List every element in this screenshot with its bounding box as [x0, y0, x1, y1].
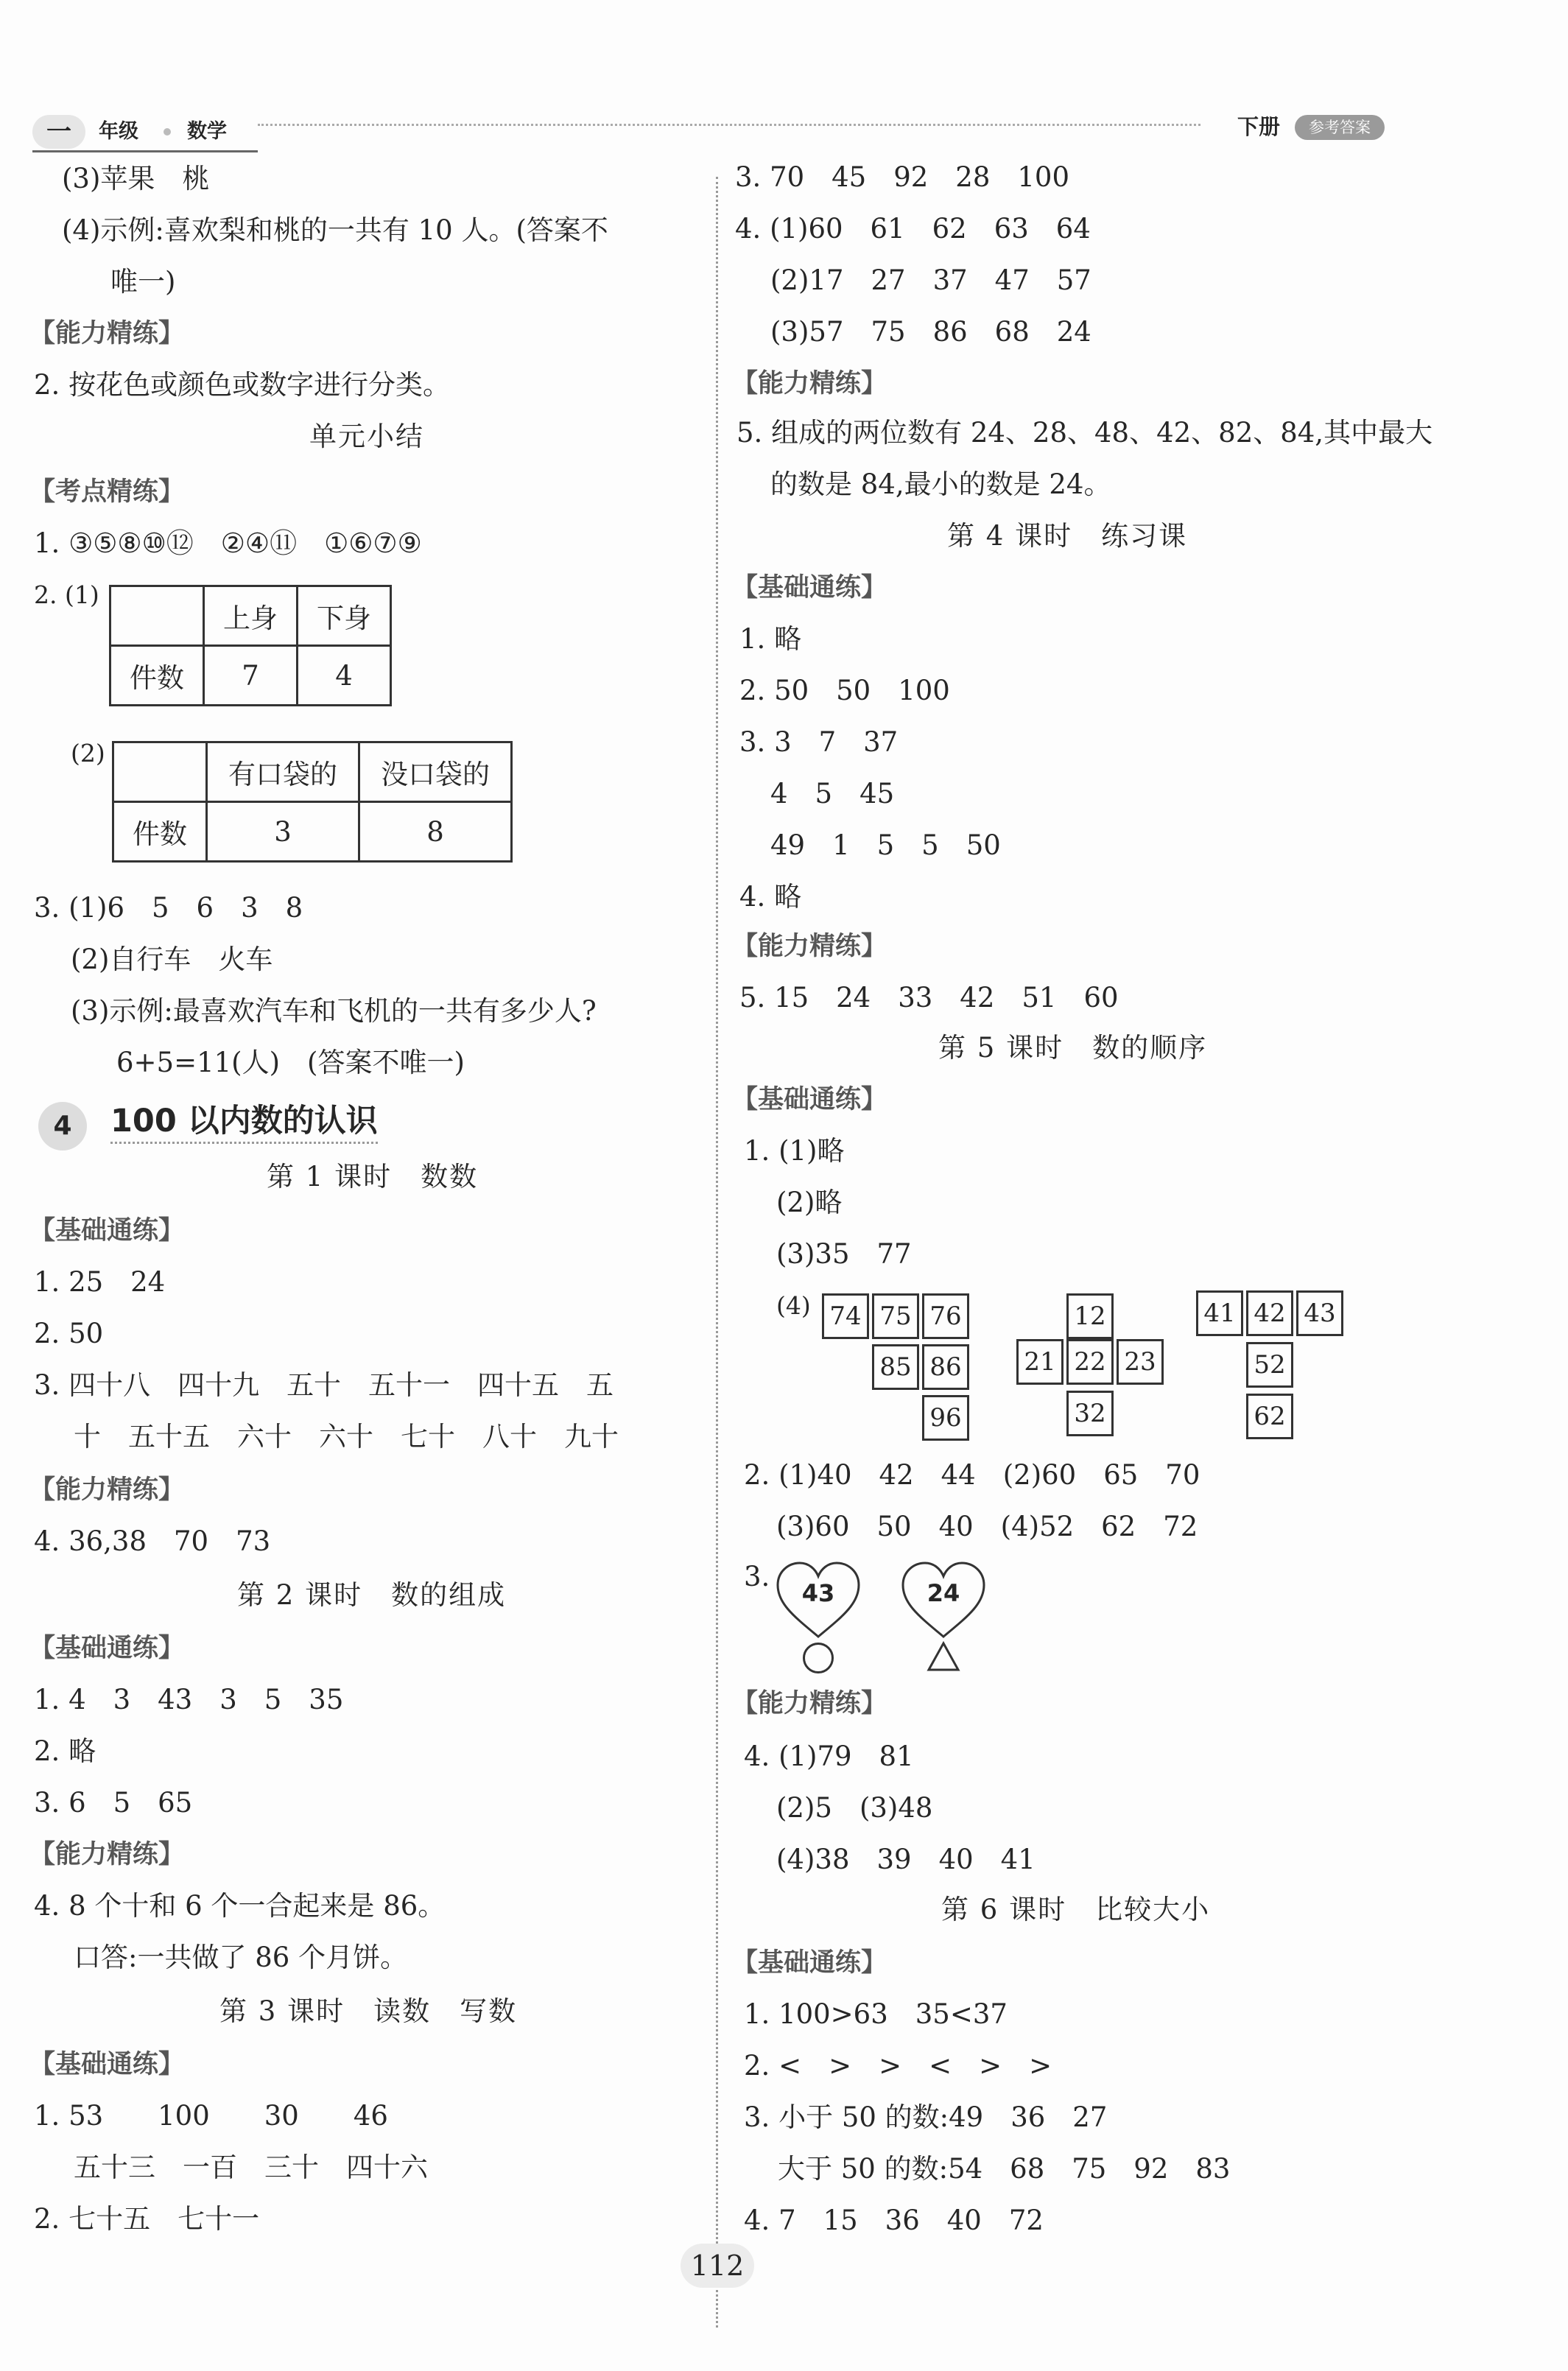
page-number: 112 [690, 2249, 745, 2282]
answer-line: (2)略 [776, 1187, 843, 1218]
answer-line: 2. 略 [34, 1735, 96, 1767]
answer-line: 1. (1)略 [744, 1135, 845, 1167]
lesson-title: 第 3 课时 读数 写数 [219, 1995, 518, 2027]
answer-line: 4 5 45 [770, 778, 895, 809]
column-divider [716, 177, 718, 2328]
answer-line: 5. 15 24 33 42 51 60 [739, 982, 1119, 1014]
answer-line: 1. ③⑤⑧⑩⑫ ②④⑪ ①⑥⑦⑨ [34, 527, 422, 559]
answer-line: 4. (1)60 61 62 63 64 [735, 213, 1091, 245]
table-header: 没口袋的 [359, 742, 512, 802]
answer-line: 2. 按花色或颜色或数字进行分类。 [34, 369, 451, 401]
section-label: 【基础通练】 [732, 1085, 887, 1114]
answer-line: 五十三 一百 三十 四十六 [74, 2152, 428, 2183]
grid-cell: 86 [922, 1344, 969, 1390]
grid-cell: 42 [1246, 1290, 1293, 1336]
answer-line: 3. 小于 50 的数:49 36 27 [744, 2101, 1108, 2133]
answer-line: 3. 四十八 四十九 五十 五十一 四十五 五 [34, 1369, 614, 1401]
answer-line: (3)60 50 40 (4)52 62 72 [776, 1511, 1198, 1542]
answer-line: 2. < > > < > > [744, 2050, 1052, 2082]
question-label: 3. [744, 1561, 770, 1592]
grade-badge [32, 115, 85, 149]
section-label: 【考点精练】 [29, 477, 185, 507]
answer-badge-text: 参考答案 [1309, 119, 1371, 136]
chapter-number: 4 [53, 1111, 72, 1141]
section-label: 【基础通练】 [29, 2050, 185, 2079]
question-label: (2) [71, 739, 105, 767]
answer-line: 4. 36,38 70 73 [34, 1525, 271, 1557]
question-label: (4) [776, 1291, 811, 1320]
grid-cell: 32 [1066, 1391, 1114, 1436]
chapter-title: 100 以内数的认识 [110, 1100, 378, 1144]
answer-line: 6+5=11(人) (答案不唯一) [116, 1047, 465, 1078]
grid-cell: 43 [1296, 1290, 1343, 1336]
table-row-label: 件数 [113, 802, 207, 862]
section-label: 【能力精练】 [29, 319, 185, 348]
lesson-title: 第 5 课时 数的顺序 [938, 1032, 1208, 1064]
answer-line: 3. (1)6 5 6 3 8 [34, 892, 303, 924]
header-dotted-rule [258, 124, 1200, 126]
chapter-badge [38, 1102, 87, 1151]
section-label: 【基础通练】 [29, 1216, 185, 1246]
answer-line: 49 1 5 5 50 [770, 829, 1001, 861]
answer-line: 2. 50 50 100 [739, 675, 950, 706]
lesson-title: 第 4 课时 练习课 [947, 520, 1188, 552]
section-label: 【能力精练】 [732, 1689, 887, 1718]
answer-line: 大于 50 的数:54 68 75 92 83 [778, 2153, 1231, 2185]
answer-line: 的数是 84,最小的数是 24。 [770, 468, 1111, 500]
volume-label: 下册 [1237, 114, 1281, 139]
heart-shape [899, 1560, 988, 1641]
table-header: 上身 [204, 586, 298, 646]
header-dot [164, 128, 171, 136]
answer-line: 2. 50 [34, 1318, 104, 1349]
section-label: 【能力精练】 [732, 932, 887, 961]
question-label: 2. (1) [34, 580, 99, 609]
heart-value: 43 [801, 1579, 835, 1607]
triangle-icon [927, 1641, 960, 1672]
answer-line: (3)57 75 86 68 24 [770, 316, 1091, 348]
section-label: 【能力精练】 [732, 369, 887, 398]
answer-line: 2. (1)40 42 44 (2)60 65 70 [744, 1459, 1200, 1491]
answer-line: 4. (1)79 81 [744, 1741, 914, 1772]
answer-line: 4. 略 [739, 881, 802, 913]
answer-line: 口答:一共做了 86 个月饼。 [74, 1942, 408, 1973]
clothes-table-2 [112, 741, 513, 863]
answer-line: (2)自行车 火车 [71, 944, 273, 975]
circle-shape [803, 1643, 834, 1673]
header-rule [32, 150, 258, 152]
answer-line: 5. 组成的两位数有 24、28、48、42、82、84,其中最大 [736, 417, 1433, 449]
table-cell: 4 [298, 646, 391, 706]
section-label: 【基础通练】 [29, 1634, 185, 1663]
answer-line: 4. 8 个十和 6 个一合起来是 86。 [34, 1890, 446, 1922]
answer-line: (3)示例:最喜欢汽车和飞机的一共有多少人? [71, 995, 597, 1027]
grid-cell: 75 [872, 1293, 919, 1339]
table-cell: 3 [207, 802, 359, 862]
table-header: 下身 [298, 586, 391, 646]
table-corner [113, 742, 207, 802]
answer-badge [1295, 115, 1385, 140]
table-corner [110, 586, 204, 646]
grid-cell: 41 [1196, 1290, 1243, 1336]
answer-line: (4)示例:喜欢梨和桃的一共有 10 人。(答案不 [62, 214, 608, 246]
heart-value: 24 [927, 1579, 960, 1607]
grid-cell: 12 [1066, 1293, 1114, 1339]
grade-number: 一 [46, 117, 71, 147]
answer-line: (2)17 27 37 47 57 [770, 264, 1091, 296]
table-header: 有口袋的 [207, 742, 359, 802]
grid-cell: 52 [1246, 1342, 1293, 1388]
lesson-title: 第 1 课时 数数 [267, 1161, 479, 1192]
lesson-title: 第 2 课时 数的组成 [237, 1579, 507, 1611]
table-row-label: 件数 [110, 646, 204, 706]
answer-line: (3)35 77 [776, 1238, 912, 1270]
answer-line: (3)苹果 桃 [62, 163, 210, 194]
heart-shape [773, 1560, 863, 1641]
answer-line: 1. 53 100 30 46 [34, 2100, 388, 2132]
answer-line: 4. 7 15 36 40 72 [744, 2205, 1044, 2236]
answer-line: 1. 100>63 35<37 [744, 1998, 1008, 2030]
answer-line: 3. 6 5 65 [34, 1787, 193, 1819]
lesson-title: 第 6 课时 比较大小 [941, 1894, 1211, 1925]
answer-line: 十 五十五 六十 六十 七十 八十 九十 [74, 1421, 619, 1453]
answer-line: 3. 70 45 92 28 100 [735, 161, 1070, 193]
unit-summary-title: 单元小结 [309, 421, 424, 452]
answer-line: 1. 4 3 43 3 5 35 [34, 1684, 344, 1715]
answer-line: 3. 3 7 37 [739, 726, 899, 758]
grid-cell: 62 [1246, 1394, 1293, 1439]
answer-line: 2. 七十五 七十一 [34, 2203, 260, 2235]
section-label: 【基础通练】 [732, 1948, 887, 1978]
grid-cell: 74 [822, 1293, 869, 1339]
answer-line: 唯一) [110, 266, 176, 298]
section-label: 【基础通练】 [732, 573, 887, 603]
grade-label: 年级 [99, 120, 138, 143]
answer-line: (2)5 (3)48 [776, 1792, 933, 1824]
grid-cell: 23 [1117, 1339, 1164, 1385]
grid-cell: 21 [1016, 1339, 1064, 1385]
grid-cell: 85 [872, 1344, 919, 1390]
table-cell: 8 [359, 802, 512, 862]
section-label: 【能力精练】 [29, 1475, 185, 1505]
answer-line: 1. 略 [739, 623, 802, 655]
subject-label: 数学 [187, 120, 227, 143]
answer-line: 1. 25 24 [34, 1266, 166, 1298]
grid-cell: 76 [922, 1293, 969, 1339]
answer-line: (4)38 39 40 41 [776, 1844, 1036, 1875]
page-number-badge [681, 2244, 754, 2288]
grid-cell: 96 [922, 1395, 969, 1441]
table-cell: 7 [204, 646, 298, 706]
section-label: 【能力精练】 [29, 1840, 185, 1869]
clothes-table-1 [109, 585, 392, 706]
grid-cell: 22 [1066, 1339, 1114, 1385]
